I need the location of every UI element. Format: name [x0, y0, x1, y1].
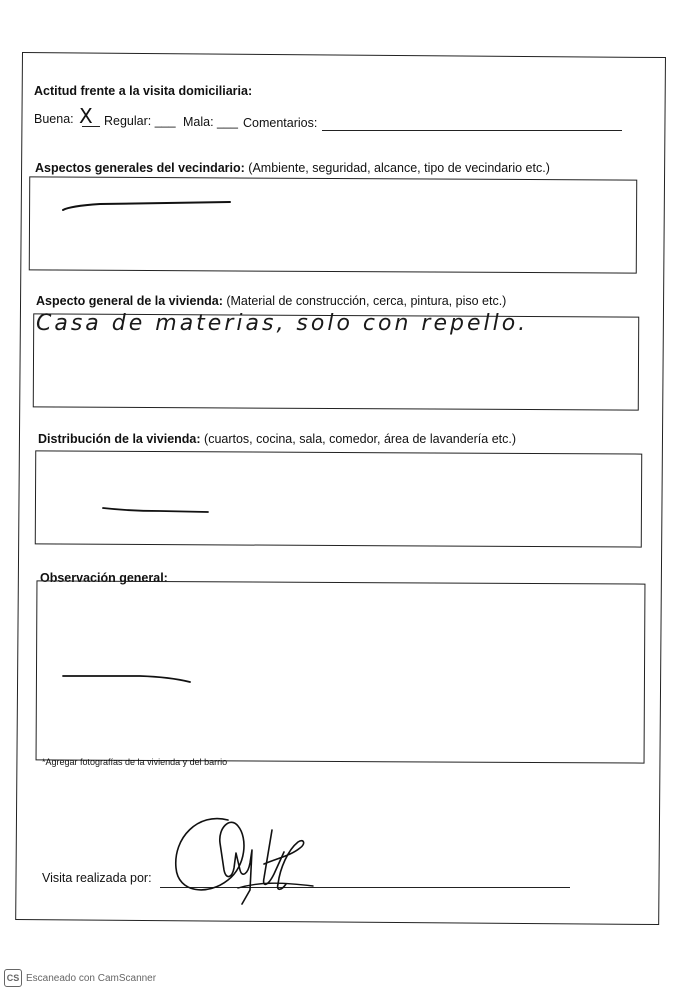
distribucion-title: Distribución de la vivienda: — [38, 432, 201, 446]
comentarios-line — [322, 130, 622, 131]
camscanner-footer — [4, 969, 156, 987]
distribucion-box — [35, 450, 642, 547]
observacion-title: Observación general: — [40, 571, 168, 585]
vecindario-dash — [60, 196, 235, 216]
comentarios-label: Comentarios: — [243, 116, 318, 130]
camscanner-text: Escaneado con CamScanner — [26, 972, 157, 984]
regular-label: Regular: ___ — [104, 114, 176, 128]
signature — [168, 808, 318, 908]
vivienda-handwriting: Casa de materias, solo con repello. — [36, 311, 529, 336]
distribucion-heading — [38, 432, 516, 446]
camscanner-logo-icon: CS — [4, 969, 22, 987]
distribucion-dash — [100, 503, 212, 517]
vecindario-title: Aspectos generales del vecindario: — [35, 161, 245, 175]
observacion-note: *Agregar fotografías de la vivienda y del barrio — [42, 757, 228, 767]
actitud-title: Actitud frente a la visita domiciliaria: — [34, 84, 253, 98]
observacion-dash — [60, 670, 195, 688]
buena-label: Buena: — [34, 112, 74, 126]
mala-label: Mala: ___ — [183, 115, 238, 129]
vecindario-hint: (Ambiente, seguridad, alcance, tipo de vecindario etc.) — [248, 161, 550, 175]
vivienda-heading — [36, 294, 506, 308]
buena-mark: X — [79, 104, 93, 128]
vivienda-title: Aspecto general de la vivienda: — [36, 294, 223, 308]
visita-label: Visita realizada por: — [42, 871, 152, 885]
vecindario-box — [29, 176, 637, 273]
vecindario-heading — [35, 161, 550, 175]
vivienda-hint: (Material de construcción, cerca, pintura, piso etc.) — [226, 294, 507, 308]
distribucion-hint: (cuartos, cocina, sala, comedor, área de lavandería etc.) — [204, 432, 517, 446]
buena-blank — [82, 126, 100, 127]
